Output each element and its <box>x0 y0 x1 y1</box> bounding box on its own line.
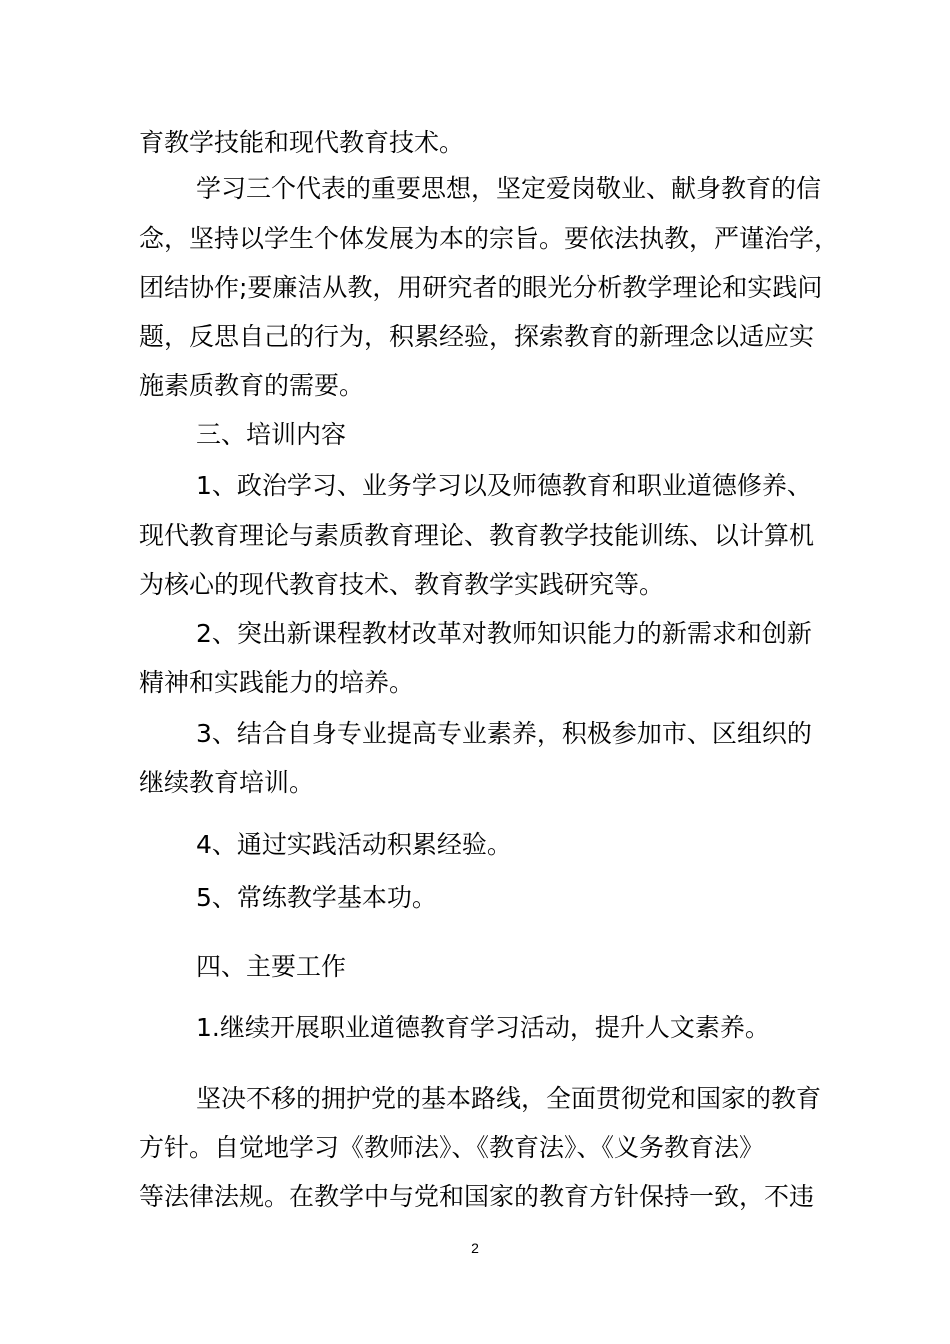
text-line: 学习三个代表的重要思想，坚定爱岗敬业、献身教育的信 <box>196 174 822 203</box>
text-line: 题，反思自己的行为，积累经验，探索教育的新理念以适应实 <box>139 322 815 351</box>
text-line: 团结协作;要廉洁从教，用研究者的眼光分析教学理论和实践问 <box>139 273 823 302</box>
text-line: 为核心的现代教育技术、教育教学实践研究等。 <box>139 570 665 599</box>
text-line: 1.继续开展职业道德教育学习活动，提升人文素养。 <box>196 1013 770 1042</box>
section-heading: 四、主要工作 <box>196 952 347 981</box>
text-line: 精神和实践能力的培养。 <box>139 668 415 697</box>
text-line: 1、政治学习、业务学习以及师德教育和职业道德修养、 <box>196 471 812 500</box>
text-line: 现代教育理论与素质教育理论、教育教学技能训练、以计算机 <box>139 521 815 550</box>
text-line: 施素质教育的需要。 <box>139 371 365 400</box>
page-number: 2 <box>471 1240 479 1256</box>
text-line: 坚决不移的拥护党的基本路线，全面贯彻党和国家的教育 <box>196 1084 822 1113</box>
text-line: 念，坚持以学生个体发展为本的宗旨。要依法执教，严谨治学， <box>139 224 840 253</box>
text-line: 5、常练教学基本功。 <box>196 883 437 912</box>
text-line: 等法律法规。在教学中与党和国家的教育方针保持一致，不违 <box>139 1182 815 1211</box>
text-line: 2、突出新课程教材改革对教师知识能力的新需求和创新 <box>196 619 812 648</box>
text-line: 继续教育培训。 <box>139 768 315 797</box>
section-heading: 三、培训内容 <box>196 420 347 449</box>
text-line: 育教学技能和现代教育技术。 <box>139 128 465 157</box>
text-line: 4、通过实践活动积累经验。 <box>196 830 512 859</box>
text-line: 方针。自觉地学习《教师法》、《教育法》、《义务教育法》 <box>139 1133 765 1162</box>
text-line: 3、结合自身专业提高专业素养，积极参加市、区组织的 <box>196 719 812 748</box>
